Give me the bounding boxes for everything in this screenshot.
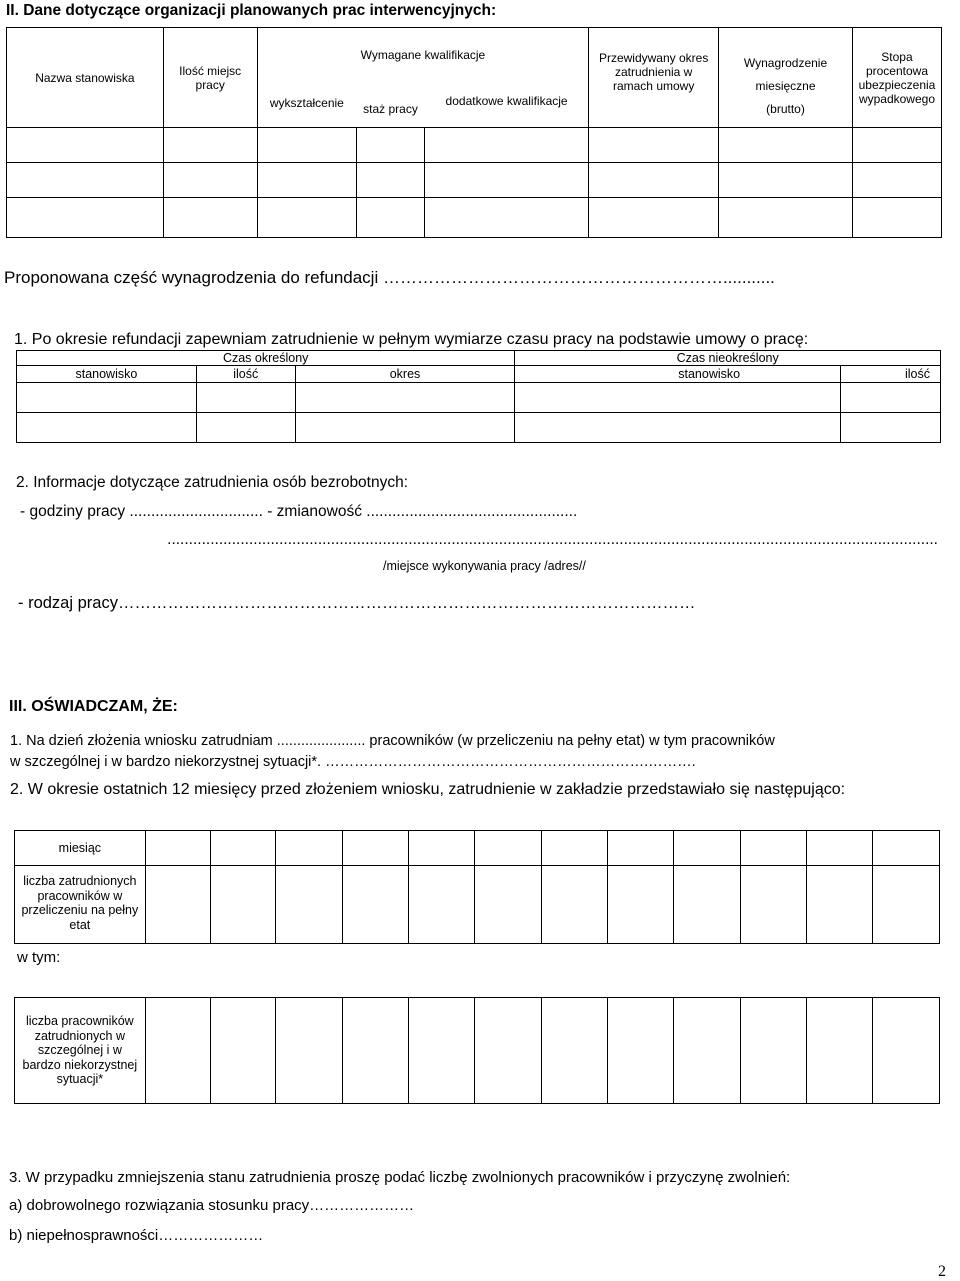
special-employment-table — [14, 997, 940, 1104]
header-nazwa-stanowiska: Nazwa stanowiska — [7, 28, 164, 128]
cell[interactable] — [257, 128, 356, 163]
cell[interactable] — [541, 866, 607, 944]
cell[interactable] — [515, 413, 841, 443]
cell[interactable] — [740, 998, 806, 1104]
cell[interactable] — [163, 128, 257, 163]
cell[interactable] — [852, 163, 941, 198]
address-dots-line: ................................................................................................................................................................................... — [167, 531, 938, 548]
cell[interactable] — [873, 866, 940, 944]
cell[interactable] — [342, 998, 408, 1104]
refund-line: Proponowana część wynagrodzenia do refundacji ……………………………………………………........... — [4, 268, 775, 287]
godziny-pracy-line: - godziny pracy ............................... - zmianowość ................................................. — [20, 503, 578, 520]
header-wyksztalcenie: wykształcenie — [257, 74, 356, 128]
cell[interactable] — [196, 413, 295, 443]
cell[interactable] — [425, 163, 589, 198]
cell[interactable] — [589, 198, 719, 238]
header-okres: okres — [295, 366, 515, 383]
oswiadczam-3: 3. W przypadku zmniejszenia stanu zatrudnienia proszę podać liczbę zwolnionych pracowników i przyczynę zwolnień: — [9, 1169, 791, 1186]
cell[interactable] — [807, 998, 873, 1104]
cell[interactable] — [295, 383, 515, 413]
cell[interactable] — [852, 128, 941, 163]
cell[interactable] — [356, 198, 425, 238]
cell[interactable] — [841, 383, 941, 413]
header-ilosc-2: ilość — [841, 366, 941, 383]
cell[interactable] — [196, 383, 295, 413]
cell[interactable] — [17, 383, 197, 413]
header-ilosc-miejsc: Ilość miejsc pracy — [163, 28, 257, 128]
cell[interactable] — [342, 866, 408, 944]
employment-table — [16, 350, 941, 443]
cell[interactable] — [145, 831, 210, 866]
cell[interactable] — [7, 163, 164, 198]
header-staz-pracy: staż pracy — [356, 74, 425, 128]
cell[interactable] — [873, 998, 940, 1104]
cell[interactable] — [342, 831, 408, 866]
cell[interactable] — [7, 128, 164, 163]
cell[interactable] — [409, 866, 475, 944]
row-label-liczba-szczegolnej: liczba pracowników zatrudnionych w szczególnej i w bardzo niekorzystnej sytuacji* — [15, 998, 146, 1104]
point-2-title: 2. Informacje dotyczące zatrudnienia osób bezrobotnych: — [16, 474, 409, 491]
cell[interactable] — [841, 413, 941, 443]
cell[interactable] — [740, 866, 806, 944]
oswiadczam-1b: w szczególnej i w bardzo niekorzystnej sytuacji*. ………………………………………………………….………. — [10, 754, 696, 770]
cell[interactable] — [475, 866, 541, 944]
miejsce-caption: /miejsce wykonywania pracy /adres// — [383, 559, 586, 573]
cell[interactable] — [719, 128, 853, 163]
row-label-liczba-zatrudnionych: liczba zatrudnionych pracowników w przeliczeniu na pełny etat — [15, 866, 146, 944]
cell[interactable] — [541, 998, 607, 1104]
cell[interactable] — [17, 413, 197, 443]
cell[interactable] — [145, 866, 210, 944]
section-title: II. Dane dotyczące organizacji planowanych prac interwencyjnych: — [6, 2, 497, 19]
positions-table — [6, 27, 942, 238]
cell[interactable] — [674, 998, 740, 1104]
cell[interactable] — [873, 831, 940, 866]
header-stanowisko-2: stanowisko — [515, 366, 841, 383]
cell[interactable] — [276, 866, 342, 944]
cell[interactable] — [608, 831, 674, 866]
cell[interactable] — [589, 128, 719, 163]
cell[interactable] — [608, 866, 674, 944]
cell[interactable] — [475, 831, 541, 866]
cell[interactable] — [211, 866, 276, 944]
cell[interactable] — [807, 831, 873, 866]
header-czas-okreslony: Czas określony — [17, 351, 515, 366]
cell[interactable] — [409, 998, 475, 1104]
point-1-text: 1. Po okresie refundacji zapewniam zatrudnienie w pełnym wymiarze czasu pracy na podstawie umowy o pracę: — [14, 331, 809, 348]
cell[interactable] — [356, 163, 425, 198]
header-dodatkowe-kwalifikacje: dodatkowe kwalifikacje — [425, 74, 589, 128]
cell[interactable] — [425, 128, 589, 163]
cell[interactable] — [276, 998, 342, 1104]
w-tym-label: w tym: — [17, 949, 61, 966]
cell[interactable] — [163, 198, 257, 238]
oswiadczam-2: 2. W okresie ostatnich 12 miesięcy przed złożeniem wniosku, zatrudnienie w zakładzie przedstawiało się następująco: — [10, 781, 846, 798]
cell[interactable] — [852, 198, 941, 238]
cell[interactable] — [145, 998, 210, 1104]
header-czas-nieokreslony: Czas nieokreślony — [515, 351, 941, 366]
cell[interactable] — [475, 998, 541, 1104]
row-label-miesiac: miesiąc — [15, 831, 146, 866]
oswiadczam-1a: 1. Na dzień złożenia wniosku zatrudniam ...................... pracowników (w przeliczeniu na pełny etat) w tym pracowników — [10, 733, 775, 749]
cell[interactable] — [276, 831, 342, 866]
cell[interactable] — [589, 163, 719, 198]
cell[interactable] — [257, 163, 356, 198]
monthly-employment-table — [14, 830, 940, 944]
cell[interactable] — [541, 831, 607, 866]
header-ilosc: ilość — [196, 366, 295, 383]
cell[interactable] — [608, 998, 674, 1104]
cell[interactable] — [674, 866, 740, 944]
header-wynagrodzenie — [719, 28, 853, 128]
cell[interactable] — [163, 163, 257, 198]
wynagrodzenie-line-3: (brutto) — [766, 102, 805, 116]
cell[interactable] — [211, 831, 276, 866]
page-number: 2 — [938, 1263, 946, 1280]
cell[interactable] — [719, 198, 853, 238]
cell[interactable] — [356, 128, 425, 163]
wynagrodzenie-line-2: miesięczne — [755, 79, 816, 93]
cell[interactable] — [211, 998, 276, 1104]
header-wymagane-kwalifikacje: Wymagane kwalifikacje — [257, 28, 589, 74]
cell[interactable] — [740, 831, 806, 866]
header-stopa-procentowa: Stopa procentowa ubezpieczenia wypadkowego — [852, 28, 941, 128]
reason-b: b) niepełnosprawności………………… — [9, 1227, 264, 1244]
wynagrodzenie-line-1: Wynagrodzenie — [743, 56, 828, 70]
cell[interactable] — [7, 198, 164, 238]
cell[interactable] — [515, 383, 841, 413]
cell[interactable] — [719, 163, 853, 198]
section-3-title: III. OŚWIADCZAM, ŻE: — [9, 698, 178, 715]
cell[interactable] — [295, 413, 515, 443]
reason-a: a) dobrowolnego rozwiązania stosunku pracy………………… — [9, 1197, 415, 1214]
rodzaj-pracy-line: - rodzaj pracy…………………………………………………………………………………………… — [18, 594, 696, 612]
cell[interactable] — [409, 831, 475, 866]
cell[interactable] — [257, 198, 356, 238]
cell[interactable] — [807, 866, 873, 944]
header-okres-zatrudnienia: Przewidywany okres zatrudnienia w ramach umowy — [589, 28, 719, 128]
header-stanowisko: stanowisko — [17, 366, 197, 383]
cell[interactable] — [674, 831, 740, 866]
cell[interactable] — [425, 198, 589, 238]
